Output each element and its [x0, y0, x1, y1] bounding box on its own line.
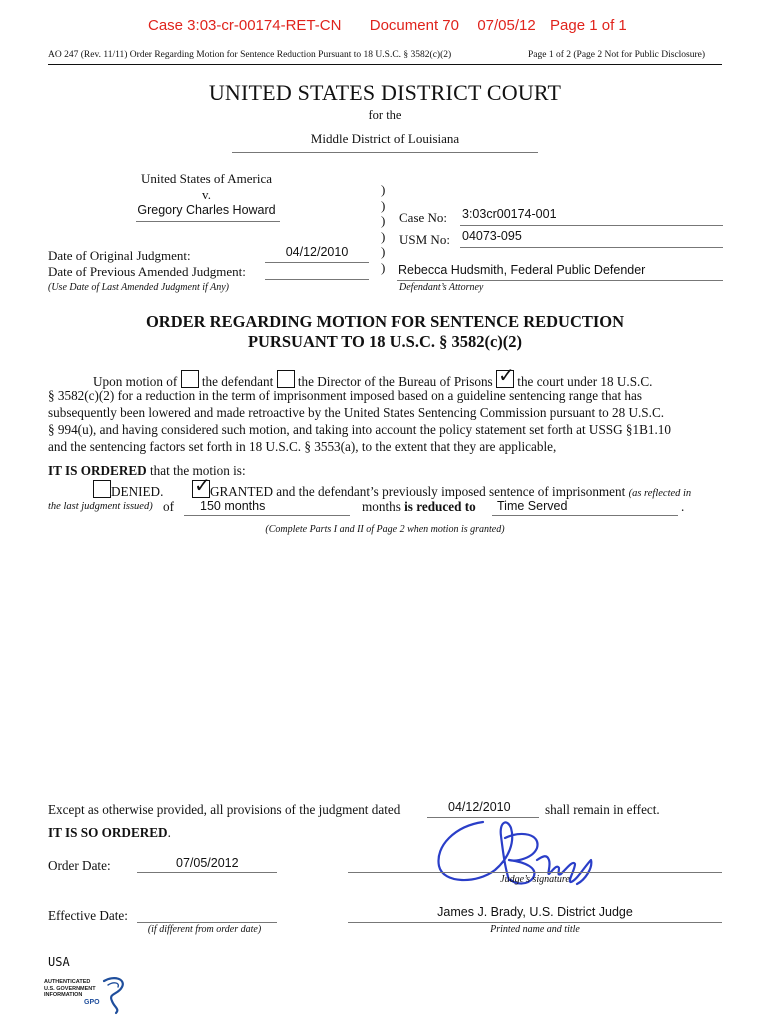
usm-no-value: 04073-095 — [462, 229, 522, 243]
months-rule — [184, 515, 350, 516]
reduced-value: Time Served — [497, 499, 568, 513]
so-ordered-period: . — [167, 825, 171, 840]
caption-parens: ) ) ) ) ) ) — [381, 182, 386, 275]
order-date-value: 07/05/2012 — [176, 856, 239, 870]
except-text: Except as otherwise provided, all provisions of the judgment dated — [48, 802, 401, 817]
defendant-rule — [136, 221, 280, 222]
court-district — [235, 131, 535, 151]
stamp-page: Page 1 of 1 — [550, 17, 627, 34]
district-rule — [232, 152, 538, 153]
date-note: (Use Date of Last Amended Judgment if Any) — [48, 282, 229, 293]
order-date-rule — [137, 872, 277, 873]
motion-opt-court: the court under 18 U.S.C. — [517, 374, 653, 389]
case-no-label: Case No: — [399, 210, 448, 225]
date-original-value: 04/12/2010 — [285, 245, 349, 259]
caption-versus: v. — [202, 187, 211, 202]
gpo-text — [44, 979, 96, 999]
stamp-document: Document 70 — [369, 17, 459, 34]
gpo-mark: GPO — [84, 999, 100, 1006]
complete-parts-note: (Complete Parts I and II of Page 2 when motion is granted) — [265, 524, 505, 535]
court-title: UNITED STATES DISTRICT COURT — [208, 80, 562, 105]
checkmark-icon: ✓ — [193, 473, 211, 497]
caption-plaintiff: United States of America — [140, 171, 273, 186]
director-checkbox[interactable] — [277, 370, 295, 388]
stamp-case: Case 3:03-cr-00174-RET-CN — [148, 17, 342, 34]
signature-rule — [348, 872, 722, 873]
gpo-line2: U.S. GOVERNMENT — [44, 985, 96, 992]
remain-text: shall remain in effect. — [545, 802, 660, 817]
effective-date-rule — [137, 922, 277, 923]
motion-line4: § 994(u), and having considered such motion, and taking into account the policy statement set forth at USSG §1B1.10 — [48, 422, 671, 437]
granted-label: GRANTED and the defendant’s previously imposed sentence of imprisonment — [209, 484, 626, 499]
order-title-line1: ORDER REGARDING MOTION FOR SENTENCE REDUCTION — [145, 312, 625, 331]
signature-label: Judge’s signature — [500, 874, 570, 885]
motion-line3: subsequently been lowered and made retroactive by the United States Sentencing Commission pursuant to 28 U.S.C. — [48, 405, 665, 420]
printed-label: Printed name and title — [490, 924, 580, 935]
gpo-line3: INFORMATION — [44, 992, 83, 998]
stamp-date: 07/05/12 — [477, 17, 536, 34]
judge-name-rule — [348, 922, 722, 923]
reduced-line — [362, 499, 476, 515]
so-ordered-line — [48, 825, 171, 841]
usm-no-rule — [460, 247, 723, 248]
checkmark-icon: ✓ — [498, 363, 515, 387]
months-text: months — [362, 499, 401, 514]
motion-opt-defendant: the defendant — [201, 374, 274, 389]
motion-opt-director: the Director of the Bureau of Prisons — [297, 374, 493, 389]
motion-line2: § 3582(c)(2) for a reduction in the term of imprisonment imposed based on a guideline sentencing range that has — [48, 388, 642, 403]
reduced-period: . — [681, 499, 685, 514]
effective-date-label: Effective Date: — [48, 908, 128, 923]
motion-line5: and the sentencing factors set forth in 18 U.S.C. § 3553(a), to the extent that they are applicable, — [48, 439, 557, 454]
granted-checkbox[interactable] — [192, 473, 211, 498]
case-no-rule — [460, 225, 723, 226]
ruling-line — [93, 473, 692, 500]
reduced-rule — [492, 515, 678, 516]
judge-name: James J. Brady, U.S. District Judge — [437, 905, 633, 919]
court-checkbox[interactable] — [496, 363, 515, 388]
case-no-value: 3:03cr00174-001 — [462, 207, 557, 221]
motion-prefix: Upon motion of — [93, 374, 178, 389]
judgment-date-value: 04/12/2010 — [448, 800, 511, 814]
ordered-line — [48, 463, 246, 479]
ecf-stamp — [148, 17, 627, 34]
gpo-eagle-icon — [100, 975, 128, 1015]
date-original-label: Date of Original Judgment: — [48, 248, 191, 263]
last-judgment-note: the last judgment issued) — [48, 501, 153, 512]
form-header-left: AO 247 (Rev. 11/11) Order Regarding Motion for Sentence Reduction Pursuant to 18 U.S.C. § 3582(c)(2) — [48, 50, 452, 60]
order-title-line2: PURSUANT TO 18 U.S.C. § 3582(c)(2) — [247, 332, 523, 351]
ordered-rest: that the motion is: — [150, 463, 246, 478]
header-rule — [48, 64, 722, 65]
attorney-label: Defendant’s Attorney — [399, 282, 484, 293]
date-original-rule — [265, 262, 369, 263]
effective-note: (if different from order date) — [147, 924, 262, 935]
reduced-to: is reduced to — [404, 499, 476, 514]
ordered-bold: IT IS ORDERED — [48, 463, 147, 478]
form-header-right: Page 1 of 2 (Page 2 Not for Public Disclosure) — [528, 50, 706, 60]
gpo-seal — [44, 975, 134, 1015]
of-text: of — [163, 499, 174, 514]
caption-defendant: Gregory Charles Howard — [137, 203, 276, 217]
attorney-rule — [397, 280, 723, 281]
date-previous-label: Date of Previous Amended Judgment: — [48, 264, 246, 279]
usm-no-label: USM No: — [399, 232, 450, 247]
order-date-label: Order Date: — [48, 858, 111, 873]
denied-checkbox[interactable] — [93, 480, 111, 498]
attorney-value: Rebecca Hudsmith, Federal Public Defender — [398, 263, 646, 277]
reflected-note: (as reflected in — [628, 488, 692, 499]
court-district-text: Middle District of Louisiana — [310, 131, 460, 146]
so-ordered: IT IS SO ORDERED — [48, 825, 168, 840]
date-previous-rule — [265, 279, 369, 280]
footer-usa: USA — [48, 955, 70, 969]
court-for-the: for the — [368, 108, 402, 122]
gpo-line1: AUTHENTICATED — [44, 979, 91, 985]
motion-line1 — [93, 363, 653, 390]
defendant-checkbox[interactable] — [181, 370, 199, 388]
denied-label: DENIED. — [111, 484, 164, 499]
months-value: 150 months — [200, 499, 266, 513]
